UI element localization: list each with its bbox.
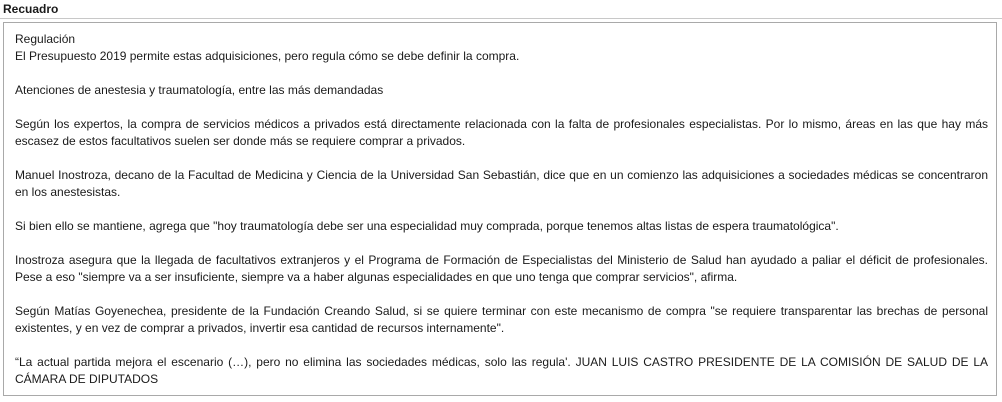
paragraph-quote: “La actual partida mejora el escenario (…), pero no elimina las sociedades médicas, solo las regula'. JUAN LUIS CASTRO PRESIDENTE DE LA COMISIÓN DE SALUD DE LA CÁMARA DE DIPUTADOS bbox=[15, 355, 988, 386]
paragraph-experts: Según los expertos, la compra de servicios médicos a privados está directamente relacionada con la falta de profesionales especialistas. Por lo mismo, áreas en las que hay más escasez de estos facultativos suelen ser donde más se requiere comprar a privados. bbox=[15, 117, 988, 148]
box-heading: Regulación bbox=[15, 32, 76, 46]
title-divider bbox=[0, 18, 1002, 19]
paragraph-subheading: Atenciones de anestesia y traumatología, entre las más demandadas bbox=[15, 83, 384, 97]
paragraph-programa: Inostroza asegura que la llegada de facultativos extranjeros y el Programa de Formación de Especialistas del Ministerio de Salud han ayudado a paliar el déficit de profesionales. Pese a eso "siempre va a ser insuficiente, siempre va a haber algunas especialidades en que uno tenga que comprar servicios", afirma. bbox=[15, 253, 988, 284]
recuadro-box bbox=[3, 22, 997, 396]
section-title: Recuadro bbox=[3, 2, 59, 16]
paragraph-traumatologia: Si bien ello se mantiene, agrega que "hoy traumatología debe ser una especialidad muy comprada, porque tenemos altas listas de espera traumatológica". bbox=[15, 219, 839, 233]
paragraph-goyenechea: Según Matías Goyenechea, presidente de la Fundación Creando Salud, si se quiere terminar con este mecanismo de compra "se requiere transparentar las brechas de personal existentes, y en vez de comprar a privados, invertir esa cantidad de recursos internamente". bbox=[15, 304, 988, 335]
paragraph-inostroza: Manuel Inostroza, decano de la Facultad de Medicina y Ciencia de la Universidad San Sebastián, dice que en un comienzo las adquisiciones a sociedades médicas se concentraron en los anestesistas. bbox=[15, 168, 988, 199]
paragraph-intro: El Presupuesto 2019 permite estas adquisiciones, pero regula cómo se debe definir la compra. bbox=[15, 49, 520, 63]
